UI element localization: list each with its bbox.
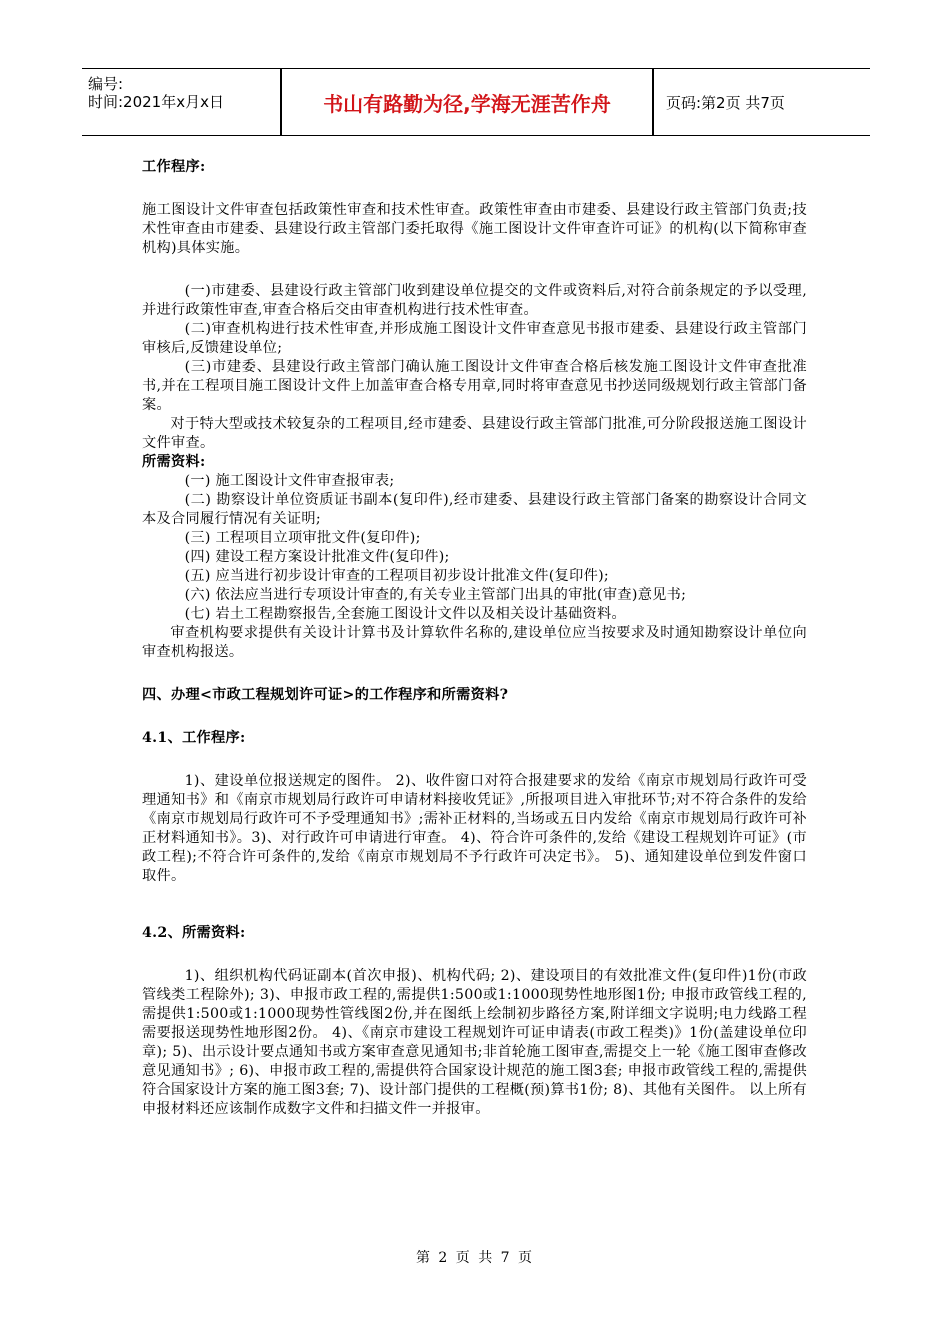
list-item: (一) 施工图设计文件审查报审表; <box>184 473 395 489</box>
list-item: (七) 岩土工程勘察报告,全套施工图设计文件以及相关设计基础资料。 <box>184 606 627 622</box>
list-item: (五) 应当进行初步设计审查的工程项目初步设计批准文件(复印件); <box>184 568 609 584</box>
header-meta <box>82 69 280 135</box>
document-body <box>142 158 807 1119</box>
header-page-label: 页码:第2页 共7页 <box>666 93 785 112</box>
paragraph: 施工图设计文件审查包括政策性审查和技术性审查。政策性审查由市建委、县建设行政主管部门负责;技术性审查由市建委、县建设行政主管部门委托取得《施工图设计文件审查许可证》的机构(以下简称审查机构)具体实施。 <box>142 202 807 256</box>
document-header <box>82 68 870 136</box>
number-label: 编号: <box>88 75 124 93</box>
paragraph: 审查机构要求提供有关设计计算书及计算软件名称的,建设单位应当按要求及时通知勘察设计单位向审查机构报送。 <box>142 625 807 660</box>
paragraph: 1)、组织机构代码证副本(首次申报)、机构代码; 2)、建设项目的有效批准文件(复印件)1份(市政管线类工程除外); 3)、申报市政工程的,需提供1:500或1:1000现势性地形图1份; 申报市政管线工程的,需提供1:500或1:1000现势性管线图2份,并在图纸上绘制初步路径方案,附详细文字说明;电力线路工程需要报送现势性地形图2份。 4)、《南京市建设工程规划许可证申请表(市政工程类)》1份(盖建设单位印章); 5)、出示设计要点通知书或方案审查意见通知书;非首轮施工图审查,需提交上一轮《施工图审查修改意见通知书》; 6)、申报市政工程的,需提供符合国家设计规范的施工图3套; 申报市政管线工程的,需提供符合国家设计方案的施工图3套; 7)、设计部门提供的工程概(预)算书1份; 8)、其他有关图件。 以上所有申报材料还应该制作成数字文件和扫描文件一并报审。 <box>142 968 807 1117</box>
list-item: (六) 依法应当进行专项设计审查的,有关专业主管部门出具的审批(审查)意见书; <box>184 587 687 603</box>
header-divider <box>652 69 654 135</box>
list-item: (四) 建设工程方案设计批准文件(复印件); <box>184 549 450 565</box>
section-heading: 所需资料: <box>142 454 206 470</box>
time-label: 时间:2021年x月x日 <box>88 93 224 111</box>
paragraph: (二)审查机构进行技术性审查,并形成施工图设计文件审查意见书报市建委、县建设行政主管部门审核后,反馈建设单位; <box>142 321 807 356</box>
paragraph: 1)、建设单位报送规定的图件。 2)、收件窗口对符合报建要求的发给《南京市规划局行政许可受理通知书》和《南京市规划局行政许可申请材料接收凭证》,所报项目进入审批环节;对不符合条件的发给《南京市规划局行政许可不予受理通知书》;需补正材料的,当场或五日内发给《南京市规划局行政许可补正材料通知书》。3)、对行政许可申请进行审查。 4)、符合许可条件的,发给《建设工程规划许可证》(市政工程);不符合许可条件的,发给《南京市规划局不予行政许可决定书》。 5)、通知建设单位到发件窗口取件。 <box>142 773 807 884</box>
list-item: (三) 工程项目立项审批文件(复印件); <box>184 530 421 546</box>
paragraph: (一)市建委、县建设行政主管部门收到建设单位提交的文件或资料后,对符合前条规定的予以受理,并进行政策性审查,审查合格后交由审查机构进行技术性审查。 <box>142 283 807 318</box>
subsection-heading: 4.1、工作程序: <box>142 730 246 746</box>
paragraph: 对于特大型或技术较复杂的工程项目,经市建委、县建设行政主管部门批准,可分阶段报送施工图设计文件审查。 <box>142 416 807 451</box>
header-motto: 书山有路勤为径,学海无涯苦作舟 <box>323 91 611 116</box>
paragraph: (三)市建委、县建设行政主管部门确认施工图设计文件审查合格后核发施工图设计文件审查批准书,并在工程项目施工图设计文件上加盖审查合格专用章,同时将审查意见书抄送同级规划行政主管部门备案。 <box>142 359 807 413</box>
section-heading: 四、办理<市政工程规划许可证>的工作程序和所需资料? <box>142 687 509 703</box>
subsection-heading: 4.2、所需资料: <box>142 925 246 941</box>
list-item: (二) 勘察设计单位资质证书副本(复印件),经市建委、县建设行政主管部门备案的勘察设计合同文本及合同履行情况有关证明; <box>142 492 807 527</box>
section-heading: 工作程序: <box>142 159 206 175</box>
page-footer: 第 2 页 共 7 页 <box>415 1250 535 1266</box>
